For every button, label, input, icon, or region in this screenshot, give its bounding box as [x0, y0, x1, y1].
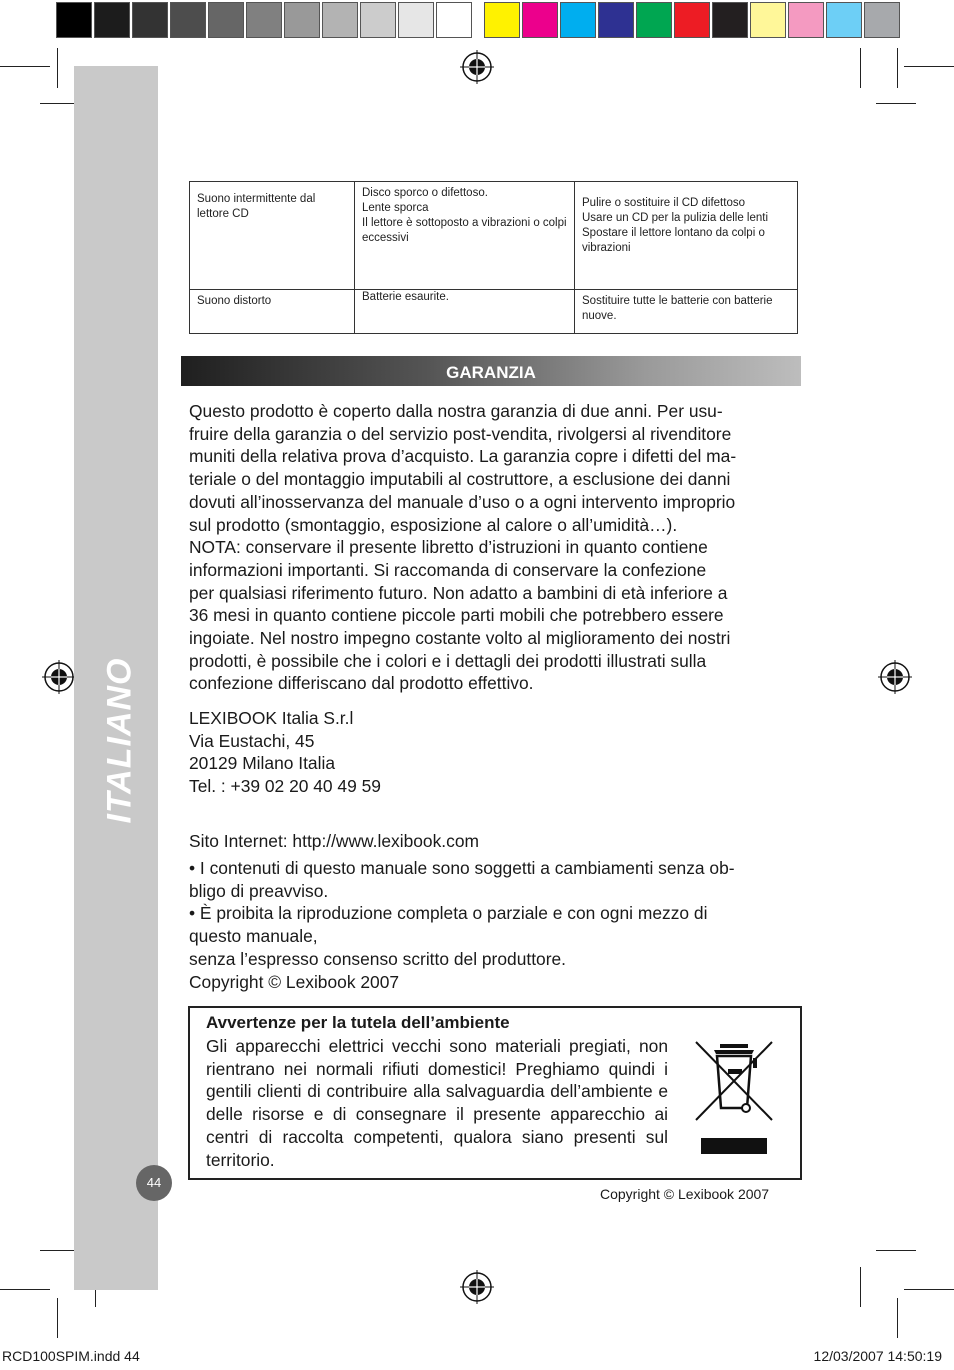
color-swatch [522, 2, 558, 38]
warranty-line: muniti della relativa prova d’acquisto. La garanzia copre i difetti del ma- [189, 446, 737, 467]
crop-mark [897, 1298, 898, 1338]
color-swatch [674, 2, 710, 38]
section-header: GARANZIA [181, 356, 801, 386]
address-block [189, 707, 381, 798]
language-tab [100, 640, 140, 840]
crossed-out-wheelie-bin-icon [690, 1036, 778, 1156]
color-swatch [170, 2, 206, 38]
color-swatch [864, 2, 900, 38]
crop-mark [876, 1250, 916, 1251]
warranty-line: Questo prodotto è coperto dalla nostra garanzia di due anni. Per usu- [189, 401, 723, 421]
crop-mark [860, 48, 861, 88]
warranty-line: sul prodotto (smontaggio, esposizione al calore o all’umidità…). [189, 514, 678, 535]
color-swatch [56, 2, 92, 38]
color-swatch [94, 2, 130, 38]
color-swatch [484, 2, 520, 38]
footer-copyright: Copyright © Lexibook 2007 [600, 1186, 770, 1202]
color-swatch [360, 2, 396, 38]
registration-mark-icon [460, 50, 494, 84]
warranty-line: dovuti all’inosservanza del manuale d’uso o a ogni intervento improprio [189, 491, 736, 512]
crop-mark [897, 48, 898, 88]
file-slug: RCD100SPIM.indd 44 [2, 1348, 140, 1364]
cause-line: Batterie esaurite. [362, 291, 449, 303]
table-cell-problem: Suono intermittente dal lettore CD [190, 182, 355, 290]
registration-mark-icon [460, 1270, 494, 1304]
solution-line: Pulire o sostituire il CD difettoso [582, 197, 745, 209]
color-swatch [598, 2, 634, 38]
language-label: ITALIANO [100, 656, 139, 824]
crop-mark [860, 1267, 861, 1307]
address-line: Via Eustachi, 45 [189, 730, 315, 751]
color-swatch [322, 2, 358, 38]
color-swatch [712, 2, 748, 38]
color-swatch [132, 2, 168, 38]
troubleshooting-table [189, 181, 798, 334]
crop-mark [40, 103, 78, 104]
registration-mark-icon [878, 660, 912, 694]
warranty-paragraph [189, 400, 736, 695]
solution-line: Sostituire tutte le batterie con batterie nuove. [582, 295, 773, 322]
timestamp-slug: 12/03/2007 14:50:19 [813, 1348, 942, 1364]
crop-mark [904, 66, 954, 67]
table-cell-cause [355, 290, 575, 334]
color-swatch [398, 2, 434, 38]
color-swatch [636, 2, 672, 38]
color-swatch [560, 2, 596, 38]
notes-line: senza l’espresso consenso scritto del produttore. [189, 948, 566, 969]
warranty-line: informazioni importanti. Si raccomanda di conservare la confezione [189, 559, 707, 580]
address-line: LEXIBOOK Italia S.r.l [189, 708, 354, 728]
table-row [190, 290, 798, 334]
notes-line: questo manuale, [189, 926, 318, 947]
address-line: Tel. : +39 02 20 40 49 59 [189, 776, 381, 797]
color-swatch [246, 2, 282, 38]
solution-line: Spostare il lettore lontano da colpi o vibrazioni [582, 227, 765, 254]
warranty-line: NOTA: conservare il presente libretto d’istruzioni in quanto contiene [189, 537, 708, 558]
color-swatch [208, 2, 244, 38]
website-line: Sito Internet: http://www.lexibook.com [189, 831, 479, 851]
warranty-line: 36 mesi in quanto contiene piccole parti mobili che potrebbero essere [189, 605, 724, 626]
warranty-line: prodotti, è possibile che i colori e i dettagli dei prodotti illustrati sulla [189, 650, 707, 671]
warranty-line: per qualsiasi riferimento futuro. Non adatto a bambini di età inferiore a [189, 582, 728, 603]
address-line: 20129 Milano Italia [189, 753, 335, 774]
notes-line: Copyright © Lexibook 2007 [189, 971, 400, 992]
table-row [190, 182, 798, 290]
notes-block [189, 857, 735, 993]
page-number-badge: 44 [136, 1165, 172, 1201]
cause-line: Lente sporca [362, 202, 429, 214]
registration-mark-icon [42, 660, 76, 694]
color-swatch [750, 2, 786, 38]
cause-line: Disco sporco o difettoso. [362, 187, 488, 199]
color-swatch [284, 2, 320, 38]
warranty-line: teriale o del montaggio imputabili al costruttore, a esclusione dei danni [189, 469, 731, 490]
table-cell-problem: Suono distorto [190, 290, 355, 334]
notes-line: • I contenuti di questo manuale sono soggetti a cambiamenti senza ob- [189, 858, 735, 878]
color-swatch [826, 2, 862, 38]
warranty-line: confezione differiscano dal prodotto effettivo. [189, 673, 534, 694]
crop-mark [904, 1289, 954, 1290]
warranty-line: ingoiate. Nel nostro impegno costante volto al miglioramento dei nostri [189, 628, 731, 649]
environment-notice-title: Avvertenze per la tutela dell’ambiente [206, 1013, 510, 1032]
table-cell-solution [575, 290, 798, 334]
notes-line: • È proibita la riproduzione completa o parziale e con ogni mezzo di [189, 903, 708, 924]
color-swatch [788, 2, 824, 38]
table-cell-solution [575, 182, 798, 290]
color-swatch [436, 2, 472, 38]
environment-notice-text: Gli apparecchi elettrici vecchi sono materiali pregiati, non rientrano nei normali rifiuti domestici! Preghiamo quindi i gentili clienti di contribuire alla salvaguardia dell’ambiente e delle risorse e di consegnare il presente apparecchio ai centri di raccolta competenti, qualora siano presenti sul territorio. [206, 1036, 668, 1170]
crop-mark [0, 1289, 50, 1290]
table-cell-cause [355, 182, 575, 290]
notes-line: bligo di preavviso. [189, 880, 329, 901]
crop-mark [876, 103, 916, 104]
warranty-line: fruire della garanzia o del servizio post-vendita, rivolgersi al rivenditore [189, 423, 732, 444]
solution-line: Usare un CD per la pulizia delle lenti [582, 212, 769, 224]
crop-mark [57, 1298, 58, 1338]
crop-mark [57, 48, 58, 88]
crop-mark [40, 1250, 78, 1251]
cause-line: Il lettore è sottoposto a vibrazioni o colpi eccessivi [362, 217, 567, 244]
crop-mark [0, 66, 50, 67]
